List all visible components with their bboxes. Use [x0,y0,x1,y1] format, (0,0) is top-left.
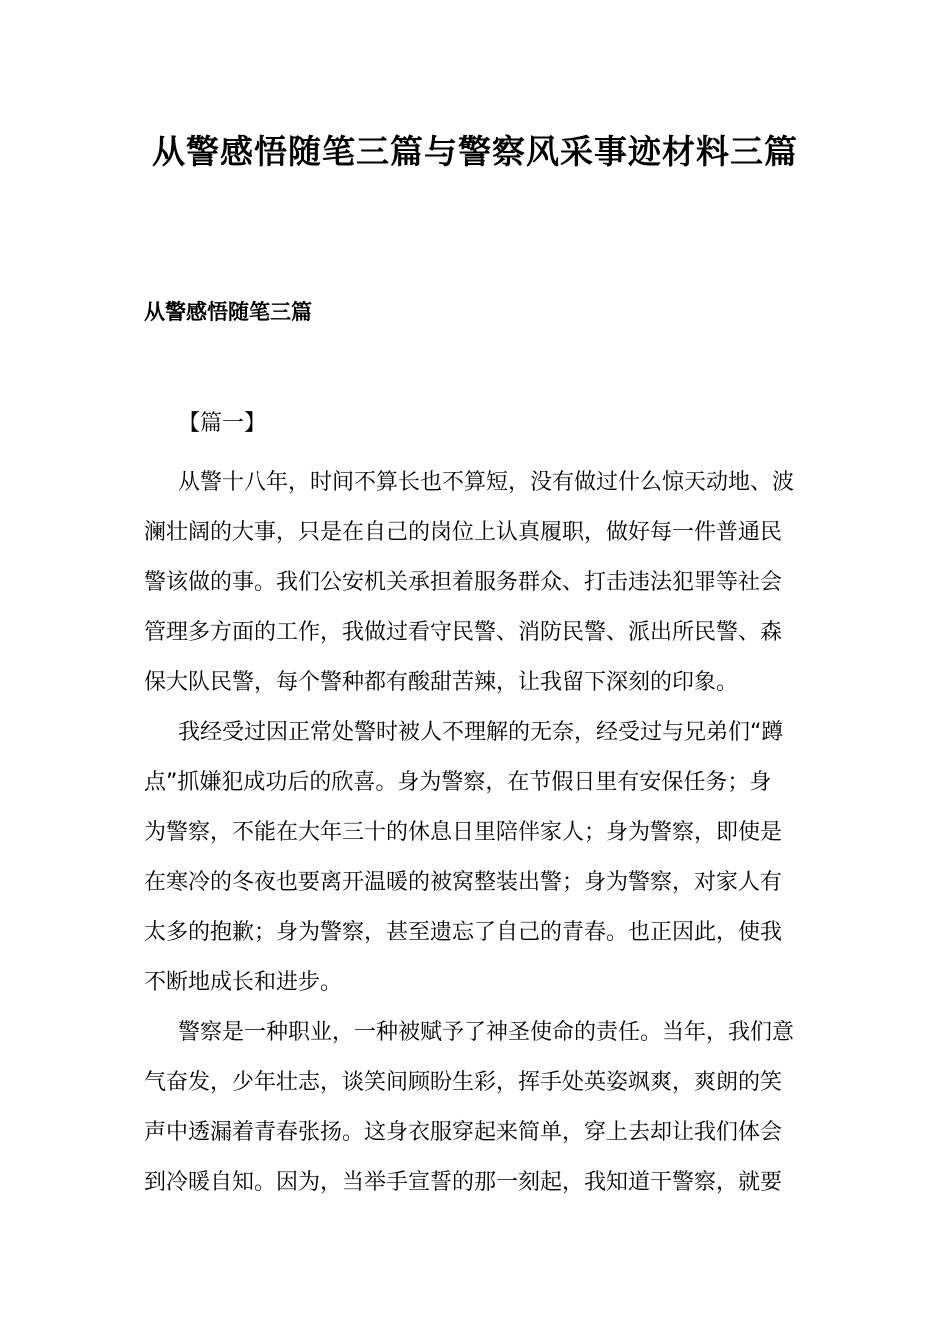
paragraph-line: 保大队民警，每个警种都有酸甜苦辣，让我留下深刻的印象。 [144,670,739,695]
body-text [144,458,806,1208]
chapter-label: 【篇一】 [178,411,267,436]
paragraph-line: 管理多方面的工作，我做过看守民警、消防民警、派出所民警、森 [144,620,783,645]
paragraph-line: 点”抓嫌犯成功后的欣喜。身为警察，在节假日里有安保任务；身 [144,770,772,795]
section-heading: 从警感悟随笔三篇 [144,300,312,324]
document-title: 从警感悟随笔三篇与警察风采事迹材料三篇 [152,132,798,171]
paragraph-line: 警察是一种职业，一种被赋予了神圣使命的责任。当年，我们意 [178,1020,795,1045]
paragraph-line: 澜壮阔的大事，只是在自己的岗位上认真履职，做好每一件普通民 [144,520,783,545]
paragraph-line: 为警察，不能在大年三十的休息日里陪伴家人；身为警察，即使是 [144,820,783,845]
paragraph-line: 到冷暖自知。因为，当举手宣誓的那一刻起，我知道干警察，就要 [144,1170,783,1195]
paragraph-2 [144,708,806,1008]
paragraph-1 [144,458,806,708]
paragraph-line: 在寒冷的冬夜也要离开温暖的被窝整装出警；身为警察，对家人有 [144,870,783,895]
paragraph-line: 不断地成长和进步。 [144,970,343,995]
paragraph-line: 我经受过因正常处警时被人不理解的无奈，经受过与兄弟们“蹲 [178,720,784,745]
paragraph-line: 声中透漏着青春张扬。这身衣服穿起来简单，穿上去却让我们体会 [144,1120,783,1145]
paragraph-line: 警该做的事。我们公安机关承担着服务群众、打击违法犯罪等社会 [144,570,783,595]
paragraph-line: 从警十八年，时间不算长也不算短，没有做过什么惊天动地、波 [178,470,795,495]
paragraph-3 [144,1008,806,1208]
paragraph-line: 太多的抱歉；身为警察，甚至遗忘了自己的青春。也正因此，使我 [144,920,783,945]
paragraph-line: 气奋发，少年壮志，谈笑间顾盼生彩，挥手处英姿飒爽，爽朗的笑 [144,1070,783,1095]
